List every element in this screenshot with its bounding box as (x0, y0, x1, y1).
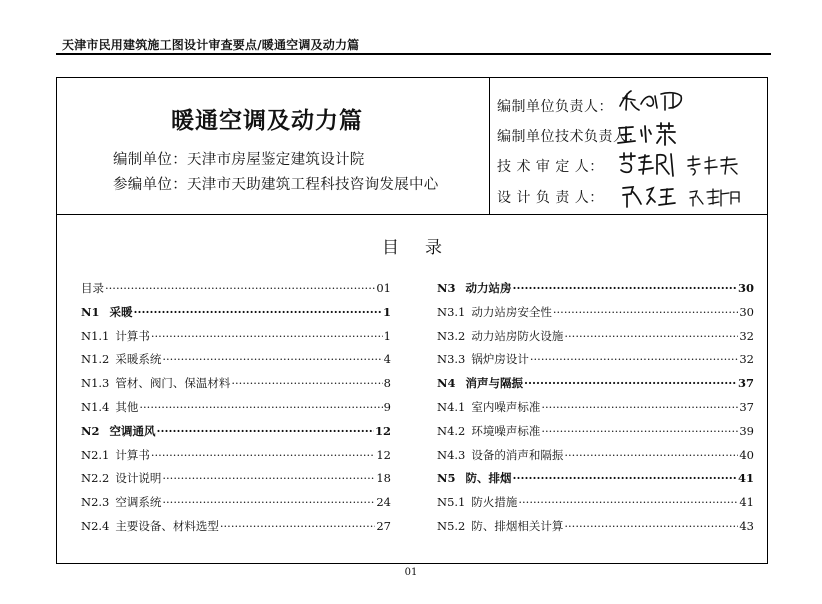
toc-entry-page: 4 (383, 352, 391, 367)
toc-leader-dots (220, 519, 376, 533)
toc-entry-page: 30 (737, 281, 754, 295)
signature-2-handwriting (615, 120, 681, 148)
toc-entry-page: 24 (376, 495, 391, 510)
co-compiler-line (113, 173, 439, 194)
toc-entry-number: N4.3 (437, 447, 466, 462)
toc-entry-number: N5.1 (437, 495, 466, 510)
toc-entry-page: 41 (739, 495, 754, 510)
toc-leader-dots (564, 519, 738, 533)
toc-entry (81, 399, 391, 423)
signatory-role: 编制单位技术负责人： (497, 129, 642, 145)
document-title: 暖通空调及动力篇 (171, 108, 363, 134)
toc-entry-number: N1.3 (81, 376, 110, 391)
toc-entry-label: 管材、阀门、保温材料 (115, 376, 231, 391)
toc-entry-page: 9 (383, 399, 391, 414)
toc-entry-number: N2.1 (81, 447, 110, 462)
toc-entry (81, 280, 391, 304)
toc-leader-dots (162, 495, 375, 509)
signature-4b-handwriting (687, 186, 743, 208)
toc-entry-label: 采暖 (109, 304, 133, 319)
toc-entry-page: 8 (383, 376, 391, 391)
toc-entry-page: 41 (737, 471, 754, 486)
toc-entry-number: N3.2 (437, 328, 466, 343)
co-compiler-label: 参编单位： (113, 177, 187, 193)
toc-left-column (81, 280, 391, 542)
toc-entry-page: 30 (739, 304, 754, 319)
toc-entry (81, 470, 391, 494)
toc-entry (81, 351, 391, 375)
toc-entry-page: 12 (376, 447, 391, 462)
compiler-label: 编制单位： (113, 152, 187, 168)
toc-heading: 目录 (382, 238, 468, 258)
co-compiler-name: 天津市天助建筑工程科技咨询发展中心 (187, 177, 439, 193)
toc-entry-number: N2.3 (81, 495, 110, 510)
toc-entry-number: N4.2 (437, 423, 466, 438)
toc-entry-number: N1.4 (81, 399, 110, 414)
toc-leader-dots (139, 400, 382, 414)
toc-leader-dots (541, 424, 738, 438)
running-header: 天津市民用建筑施工图设计审查要点/暖通空调及动力篇 (62, 38, 360, 52)
toc-leader-dots (513, 281, 737, 295)
toc-leader-dots (524, 376, 737, 390)
page-number: 01 (404, 567, 418, 578)
toc-entry (437, 351, 754, 375)
toc-right-column (437, 280, 754, 542)
toc-entry-page: 43 (739, 518, 754, 533)
toc-entry-label: 其他 (115, 399, 139, 414)
toc-leader-dots (157, 424, 374, 438)
toc-entry-number: N2.4 (81, 518, 110, 533)
toc-entry (81, 518, 391, 542)
toc-entry (81, 328, 391, 352)
toc-entry-number: N5 (437, 471, 456, 486)
toc-entry-number: N3 (437, 281, 456, 295)
toc-leader-dots (151, 448, 376, 462)
toc-leader-dots (162, 352, 382, 366)
toc-entry (437, 328, 754, 352)
toc-entry-label: 防、排烟相关计算 (471, 518, 564, 533)
toc-leader-dots (151, 329, 383, 343)
toc-entry-number: N3.1 (437, 304, 466, 319)
toc-entry (437, 494, 754, 518)
toc-entry (437, 423, 754, 447)
signatory-row (497, 96, 613, 116)
toc-entry-number: N1.1 (81, 328, 110, 343)
signature-3a-handwriting (617, 150, 677, 178)
toc-entry (437, 447, 754, 471)
toc-entry (437, 518, 754, 542)
toc-leader-dots (231, 376, 382, 390)
toc-entry (81, 494, 391, 518)
toc-entry-label: 锅炉房设计 (471, 352, 529, 367)
toc-entry-label: 空调系统 (115, 495, 162, 510)
toc-entry-number: N2.2 (81, 471, 110, 486)
signatory-row (497, 156, 608, 176)
toc-entry (437, 304, 754, 328)
toc-entry-number: N2 (81, 423, 100, 438)
toc-leader-dots (553, 305, 739, 319)
signature-4a-handwriting (619, 182, 677, 210)
toc-leader-dots (530, 352, 739, 366)
toc-entry-label: 采暖系统 (115, 352, 162, 367)
toc-entry-page: 12 (374, 423, 391, 438)
toc-entry-label: 空调通风 (109, 423, 156, 438)
toc-entry-label: 主要设备、材料选型 (115, 518, 219, 533)
toc-leader-dots (564, 448, 738, 462)
toc-entry-number: N1 (81, 304, 100, 319)
toc-entry-label: 计算书 (115, 328, 150, 343)
toc-entry (437, 375, 754, 399)
toc-entry-page: 1 (382, 304, 391, 319)
signatory-role: 编制单位负责人： (497, 99, 613, 115)
toc-entry-number: N4.1 (437, 399, 466, 414)
toc-entry-label: 动力站房防火设施 (471, 328, 564, 343)
toc-leader-dots (134, 305, 382, 319)
toc-entry-label: 计算书 (115, 447, 150, 462)
toc-leader-dots (513, 471, 737, 485)
toc-leader-dots (541, 400, 738, 414)
signatory-row (497, 187, 608, 207)
toc-entry-label: 环境噪声标准 (471, 423, 541, 438)
toc-entry-page: 39 (739, 423, 754, 438)
header-rule (56, 53, 771, 55)
toc-leader-dots (162, 471, 375, 485)
signature-3b-handwriting (685, 154, 741, 178)
toc-entry-page: 37 (739, 399, 754, 414)
vertical-divider (489, 78, 490, 214)
toc-entry-label: 防、排烟 (465, 471, 512, 486)
compiler-name: 天津市房屋鉴定建筑设计院 (187, 152, 365, 168)
toc-entry-number: 目录 (81, 281, 104, 295)
toc-entry (81, 375, 391, 399)
signatory-role: 设 计 负 责 人： (497, 190, 604, 206)
toc-entry-label: 设计说明 (115, 471, 162, 486)
signatory-role: 技 术 审 定 人： (497, 159, 604, 175)
toc-entry (437, 399, 754, 423)
toc-leader-dots (105, 281, 375, 295)
toc-entry-label: 室内噪声标准 (471, 399, 541, 414)
toc-entry-label: 防火措施 (471, 495, 518, 510)
toc-entry-page: 37 (737, 376, 754, 391)
toc-entry-page: 01 (376, 281, 391, 295)
toc-entry (81, 423, 391, 447)
toc-entry-label: 设备的消声和隔振 (471, 447, 564, 462)
title-divider (57, 214, 767, 215)
toc-entry-label: 动力站房 (465, 281, 512, 295)
toc-entry-page: 40 (739, 447, 754, 462)
signature-1-handwriting (617, 88, 687, 114)
signatory-row (497, 126, 642, 146)
toc-entry-number: N1.2 (81, 352, 110, 367)
toc-leader-dots (564, 329, 738, 343)
toc-entry (437, 280, 754, 304)
toc-entry-page: 32 (739, 328, 754, 343)
toc-leader-dots (518, 495, 738, 509)
toc-entry (81, 447, 391, 471)
document-frame (56, 77, 768, 564)
toc-entry-number: N5.2 (437, 518, 466, 533)
toc-entry-page: 32 (739, 352, 754, 367)
toc-entry-label: 动力站房安全性 (471, 304, 552, 319)
toc-entry-page: 27 (376, 518, 391, 533)
toc-entry-page: 1 (383, 328, 391, 343)
toc-entry-number: N4 (437, 376, 456, 391)
toc-entry (437, 470, 754, 494)
toc-entry-page: 18 (376, 471, 391, 486)
toc-entry-number: N3.3 (437, 352, 466, 367)
compiler-line (113, 148, 365, 169)
toc-entry-label: 消声与隔振 (465, 376, 524, 391)
toc-entry (81, 304, 391, 328)
